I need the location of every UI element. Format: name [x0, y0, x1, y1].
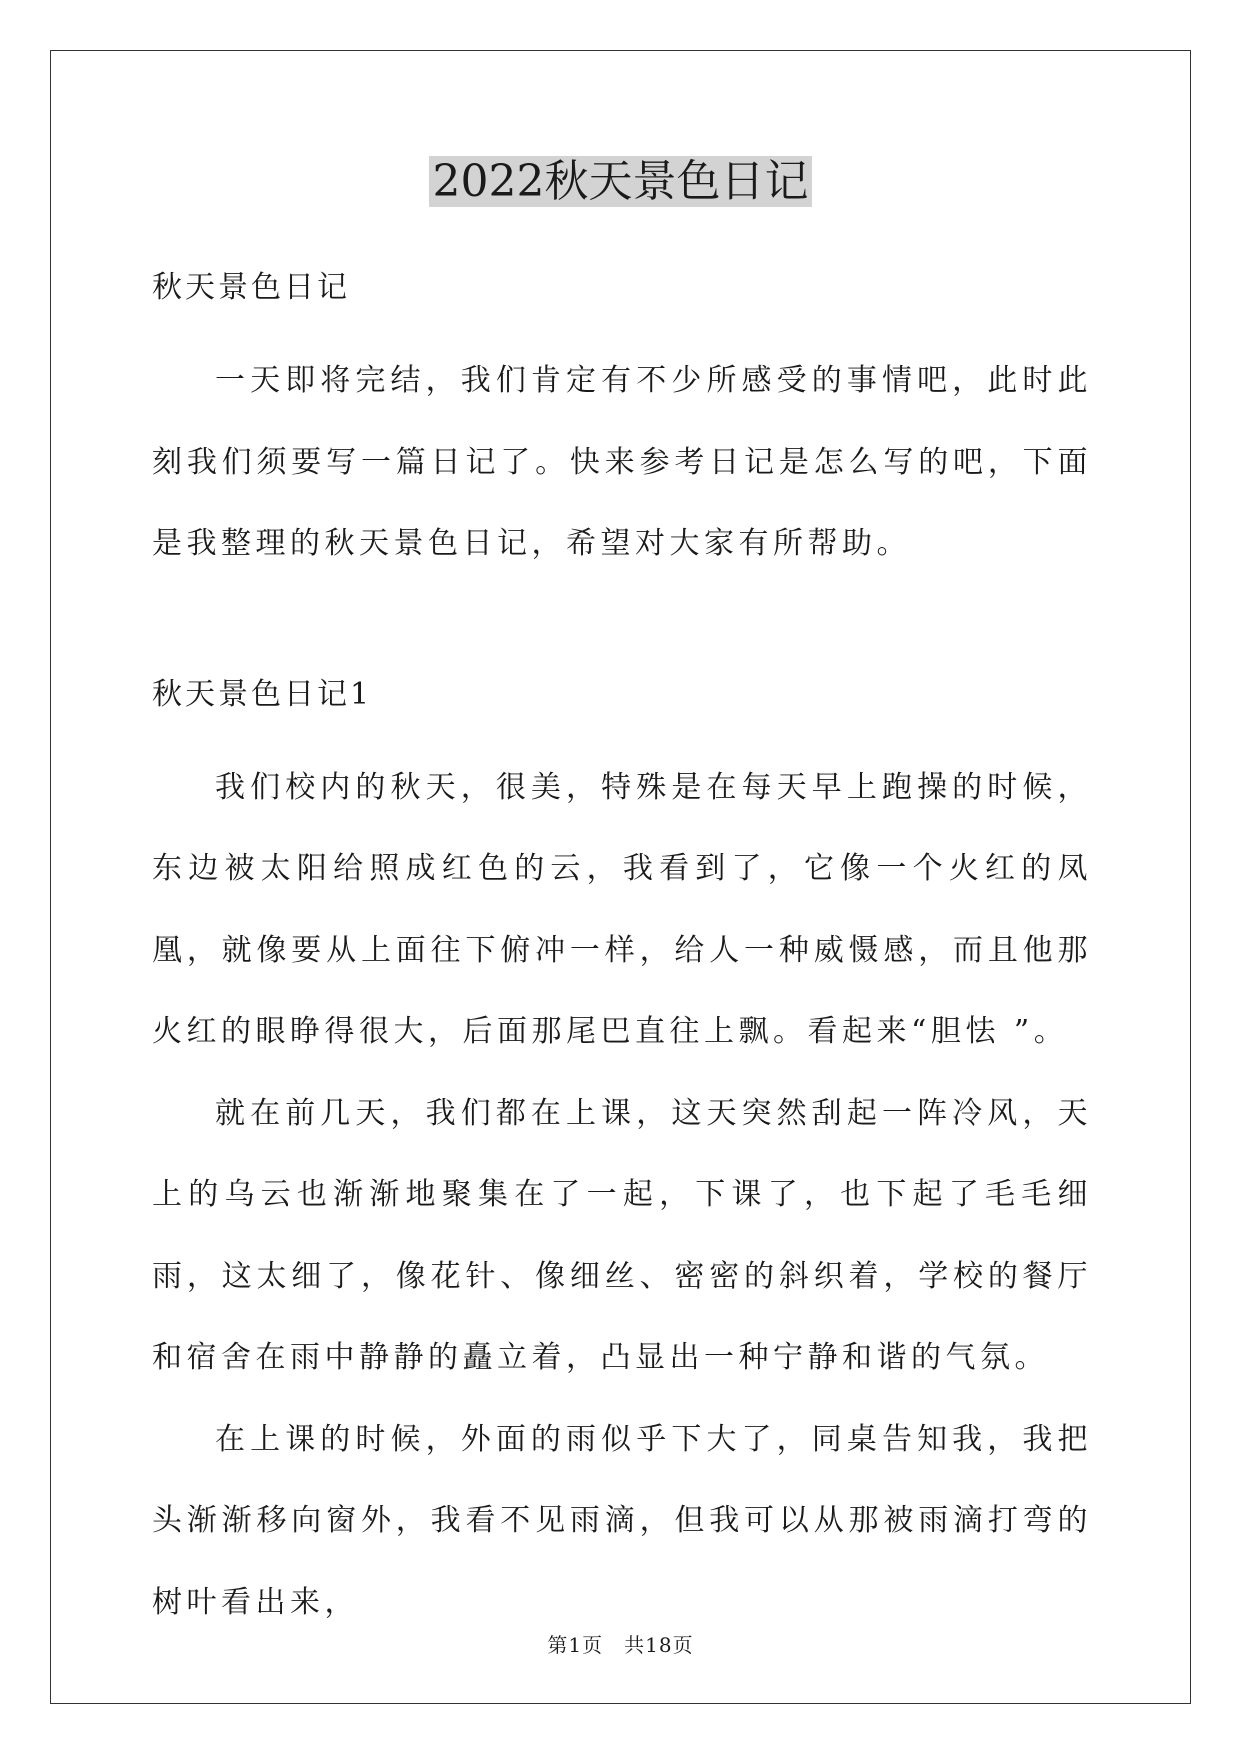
- body-paragraph-2: 就在前几天，我们都在上课，这天突然刮起一阵冷风，天上的乌云也渐渐地聚集在了一起，下课了，也下起了毛毛细雨，这太细了，像花针、像细丝、密密的斜织着，学校的餐厅和宿舍在雨中静静的矗立着，凸显出一种宁静和谐的气氛。: [152, 1095, 1092, 1375]
- document-body: [152, 262, 1092, 1643]
- document-title: [0, 152, 1241, 212]
- page-footer: 第1页 共18页: [547, 1633, 694, 1657]
- section-heading: 秋天景色日记1: [152, 676, 373, 712]
- intro-heading: 秋天景色日记: [152, 270, 350, 305]
- body-paragraph-1: 我们校内的秋天，很美，特殊是在每天早上跑操的时候，东边被太阳给照成红色的云，我看到了，它像一个火红的凤凰，就像要从上面往下俯冲一样，给人一种威慑感，而且他那火红的眼睁得很大，后面那尾巴直往上飘。看起来“胆怯 ”。: [152, 769, 1092, 1049]
- intro-paragraph: 一天即将完结，我们肯定有不少所感受的事情吧，此时此刻我们须要写一篇日记了。快来参考日记是怎么写的吧，下面是我整理的秋天景色日记，希望对大家有所帮助。: [152, 363, 1092, 561]
- body-paragraph-3: 在上课的时候，外面的雨似乎下大了，同桌告知我，我把头渐渐移向窗外，我看不见雨滴，但我可以从那被雨滴打弯的树叶看出来，: [152, 1421, 1092, 1620]
- document-title-text: 2022秋天景色日记: [429, 156, 813, 207]
